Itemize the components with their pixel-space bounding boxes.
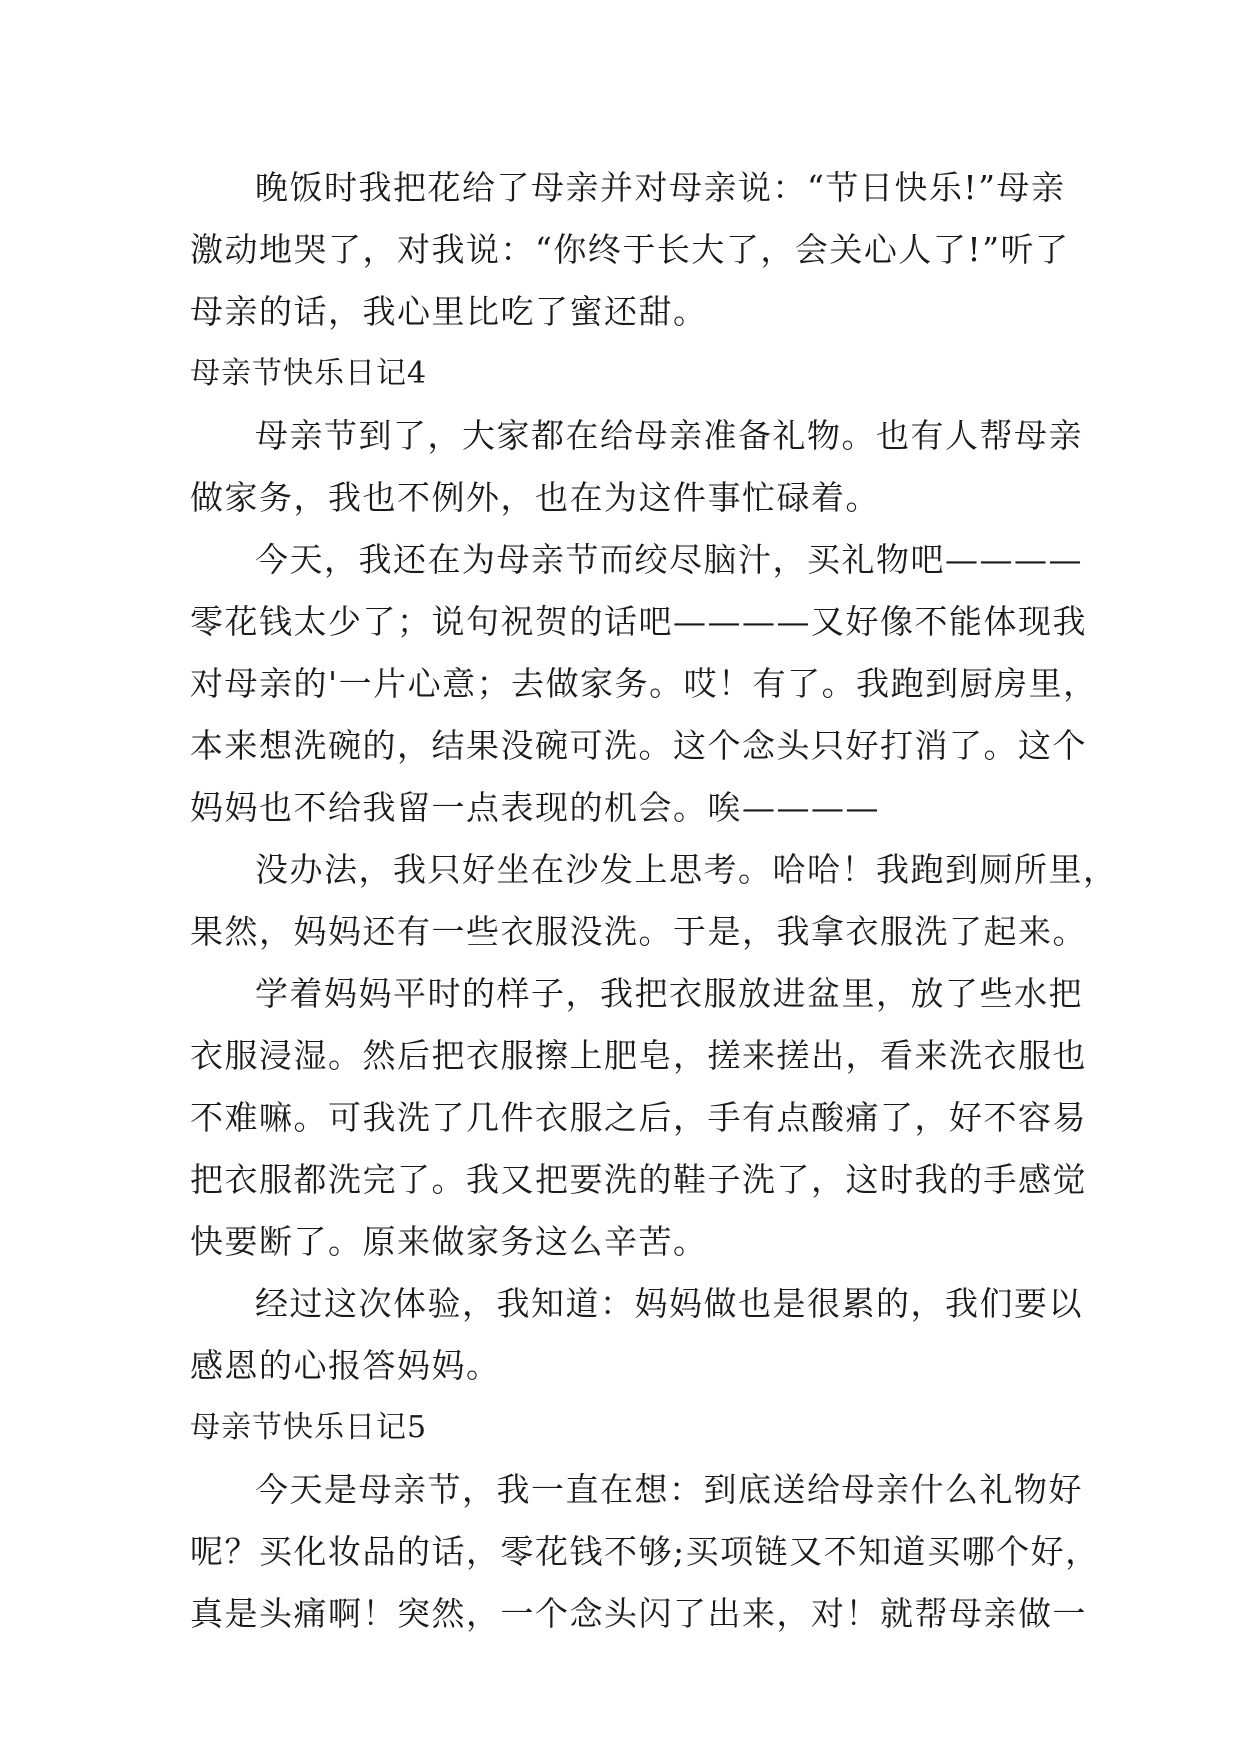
paragraph-line: 激动地哭了，对我说：“你终于长大了，会关心人了!”听了 (190, 230, 1070, 269)
paragraph-line: 对母亲的'一片心意；去做家务。哎！有了。我跑到厨房里， (190, 664, 1098, 703)
paragraph-line: 母亲的话，我心里比吃了蜜还甜。 (190, 292, 708, 331)
paragraph-line: 今天，我还在为母亲节而绞尽脑汁，买礼物吧———— (255, 540, 1083, 579)
paragraph-line: 今天是母亲节，我一直在想：到底送给母亲什么礼物好 (255, 1470, 1083, 1509)
paragraph-line: 不难嘛。可我洗了几件衣服之后，手有点酸痛了，好不容易 (190, 1098, 1087, 1137)
section-heading: 母亲节快乐日记4 (190, 356, 428, 391)
paragraph-line: 把衣服都洗完了。我又把要洗的鞋子洗了，这时我的手感觉 (190, 1160, 1087, 1199)
paragraph-line: 晚饭时我把花给了母亲并对母亲说：“节日快乐!”母亲 (255, 168, 1066, 207)
paragraph-line: 快要断了。原来做家务这么辛苦。 (190, 1222, 708, 1261)
paragraph-line: 衣服浸湿。然后把衣服擦上肥皂，搓来搓出，看来洗衣服也 (190, 1036, 1087, 1075)
paragraph-line: 感恩的心报答妈妈。 (190, 1346, 501, 1385)
section-heading: 母亲节快乐日记5 (190, 1410, 428, 1445)
paragraph-line: 做家务，我也不例外，也在为这件事忙碌着。 (190, 478, 880, 517)
paragraph-line: 学着妈妈平时的样子，我把衣服放进盆里，放了些水把 (255, 974, 1083, 1013)
paragraph-line: 本来想洗碗的，结果没碗可洗。这个念头只好打消了。这个 (190, 726, 1087, 765)
paragraph-line: 母亲节到了，大家都在给母亲准备礼物。也有人帮母亲 (255, 416, 1083, 455)
paragraph-line: 果然，妈妈还有一些衣服没洗。于是，我拿衣服洗了起来。 (190, 912, 1087, 951)
paragraph-line: 真是头痛啊！突然，一个念头闪了出来，对！就帮母亲做一 (190, 1594, 1087, 1633)
paragraph-line: 呢？买化妆品的话，零花钱不够;买项链又不知道买哪个好， (190, 1532, 1100, 1571)
paragraph-line: 零花钱太少了；说句祝贺的话吧————又好像不能体现我 (190, 602, 1087, 641)
paragraph-line: 没办法，我只好坐在沙发上思考。哈哈！我跑到厕所里， (255, 850, 1118, 889)
paragraph-line: 妈妈也不给我留一点表现的机会。唉———— (190, 788, 880, 827)
paragraph-line: 经过这次体验，我知道：妈妈做也是很累的，我们要以 (255, 1284, 1083, 1323)
